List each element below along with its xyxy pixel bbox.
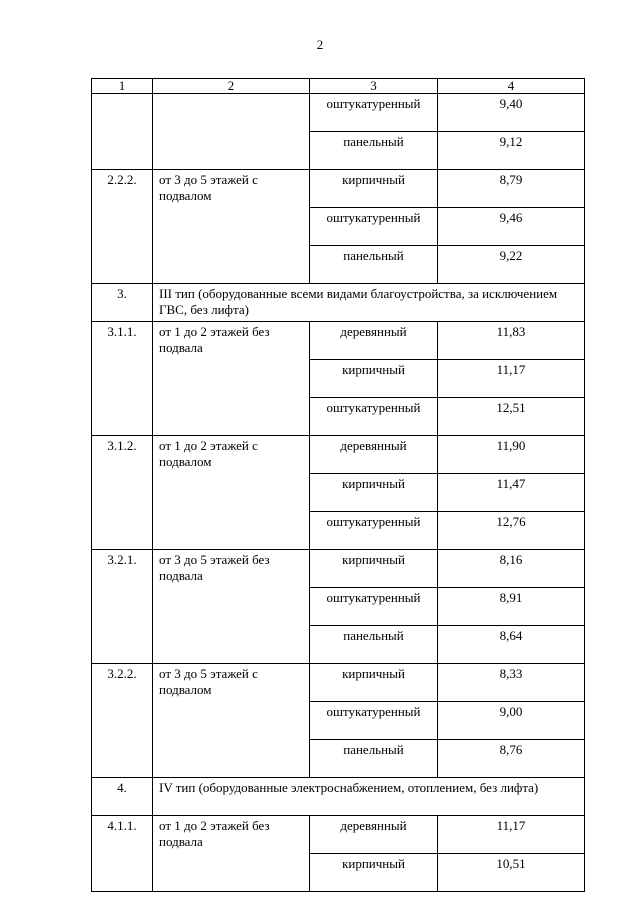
number-cell: [92, 94, 153, 170]
material-cell: панельный: [310, 246, 438, 284]
table-row: [92, 550, 585, 588]
number-cell: 4.: [92, 778, 153, 816]
value-cell: 11,17: [438, 816, 585, 854]
value-cell: 9,12: [438, 132, 585, 170]
value-cell: 8,33: [438, 664, 585, 702]
material-cell: кирпичный: [310, 550, 438, 588]
header-cell-3: 3: [310, 79, 438, 94]
description-cell: от 3 до 5 этажей с подвалом: [153, 664, 310, 778]
table-row: [92, 94, 585, 132]
description-cell: [153, 94, 310, 170]
table-row: [92, 322, 585, 360]
value-cell: 8,79: [438, 170, 585, 208]
header-cell-1: 1: [92, 79, 153, 94]
table-row: [92, 816, 585, 854]
value-cell: 9,22: [438, 246, 585, 284]
material-cell: панельный: [310, 132, 438, 170]
number-cell: 3.: [92, 284, 153, 322]
description-cell: от 1 до 2 этажей с подвалом: [153, 436, 310, 550]
number-cell: 4.1.1.: [92, 816, 153, 892]
value-cell: 8,64: [438, 626, 585, 664]
material-cell: кирпичный: [310, 474, 438, 512]
value-cell: 8,91: [438, 588, 585, 626]
section-title: IV тип (оборудованные электроснабжением, отоплением, без лифта): [153, 778, 585, 816]
value-cell: 8,16: [438, 550, 585, 588]
material-cell: кирпичный: [310, 854, 438, 892]
page-number: 2: [316, 37, 324, 52]
value-cell: 9,46: [438, 208, 585, 246]
material-cell: оштукатуренный: [310, 512, 438, 550]
number-cell: 3.1.2.: [92, 436, 153, 550]
material-cell: оштукатуренный: [310, 94, 438, 132]
section-row: [92, 778, 585, 816]
material-cell: оштукатуренный: [310, 398, 438, 436]
number-cell: 3.2.1.: [92, 550, 153, 664]
material-cell: кирпичный: [310, 664, 438, 702]
value-cell: 12,51: [438, 398, 585, 436]
value-cell: 11,47: [438, 474, 585, 512]
value-cell: 9,40: [438, 94, 585, 132]
table-row: [92, 664, 585, 702]
table-header-row: [92, 79, 585, 94]
material-cell: кирпичный: [310, 360, 438, 398]
header-cell-2: 2: [153, 79, 310, 94]
tariff-table: [91, 78, 585, 892]
material-cell: панельный: [310, 740, 438, 778]
material-cell: деревянный: [310, 322, 438, 360]
value-cell: 10,51: [438, 854, 585, 892]
material-cell: деревянный: [310, 816, 438, 854]
material-cell: оштукатуренный: [310, 702, 438, 740]
description-cell: от 1 до 2 этажей без подвала: [153, 322, 310, 436]
number-cell: 2.2.2.: [92, 170, 153, 284]
description-cell: от 1 до 2 этажей без подвала: [153, 816, 310, 892]
number-cell: 3.2.2.: [92, 664, 153, 778]
value-cell: 11,83: [438, 322, 585, 360]
value-cell: 8,76: [438, 740, 585, 778]
table-row: [92, 170, 585, 208]
section-row: [92, 284, 585, 322]
value-cell: 11,17: [438, 360, 585, 398]
description-cell: от 3 до 5 этажей без подвала: [153, 550, 310, 664]
value-cell: 9,00: [438, 702, 585, 740]
material-cell: кирпичный: [310, 170, 438, 208]
number-cell: 3.1.1.: [92, 322, 153, 436]
material-cell: оштукатуренный: [310, 208, 438, 246]
value-cell: 11,90: [438, 436, 585, 474]
material-cell: деревянный: [310, 436, 438, 474]
description-cell: от 3 до 5 этажей с подвалом: [153, 170, 310, 284]
table-row: [92, 436, 585, 474]
section-title: III тип (оборудованные всеми видами благоустройства, за исключением ГВС, без лифта): [153, 284, 585, 322]
value-cell: 12,76: [438, 512, 585, 550]
material-cell: оштукатуренный: [310, 588, 438, 626]
material-cell: панельный: [310, 626, 438, 664]
header-cell-4: 4: [438, 79, 585, 94]
